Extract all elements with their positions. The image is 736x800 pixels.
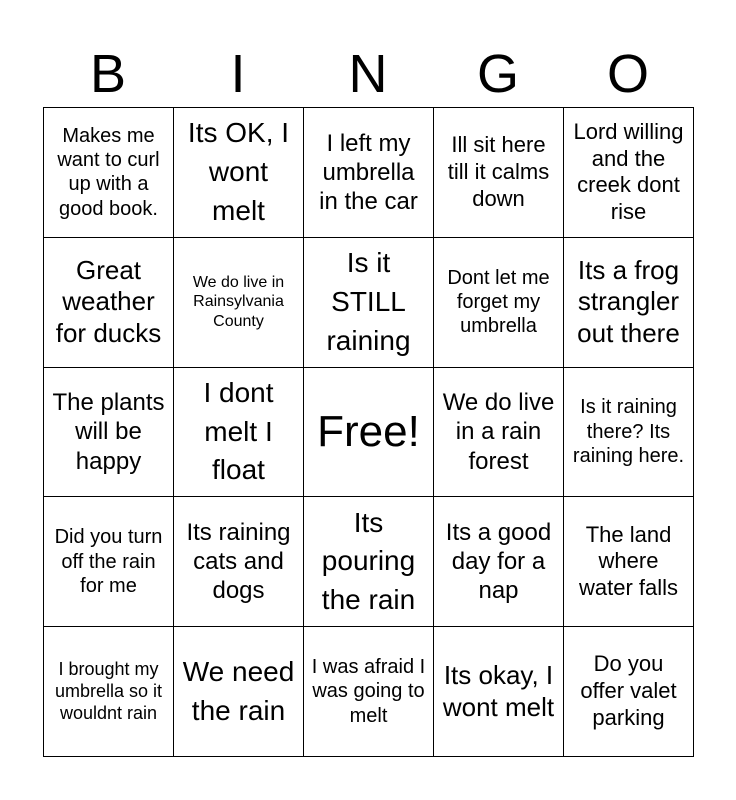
bingo-row bbox=[44, 627, 694, 757]
bingo-cell[interactable]: Its a frog strangler out there bbox=[564, 237, 694, 367]
bingo-cell[interactable]: I dont melt I float bbox=[174, 367, 304, 497]
bingo-free-cell[interactable]: Free! bbox=[304, 367, 434, 497]
bingo-row bbox=[44, 237, 694, 367]
bingo-cell[interactable]: Ill sit here till it calms down bbox=[434, 108, 564, 238]
bingo-cell[interactable]: Its okay, I wont melt bbox=[434, 627, 564, 757]
bingo-row bbox=[44, 497, 694, 627]
bingo-cell[interactable]: I brought my umbrella so it wouldnt rain bbox=[44, 627, 174, 757]
bingo-cell[interactable]: Its pouring the rain bbox=[304, 497, 434, 627]
header-letter-o: O bbox=[606, 44, 649, 104]
bingo-cell[interactable]: Dont let me forget my umbrella bbox=[434, 237, 564, 367]
bingo-cell[interactable]: We do live in a rain forest bbox=[434, 367, 564, 497]
header-letter-i: I bbox=[230, 44, 246, 104]
header-letter-n: N bbox=[348, 44, 388, 104]
header-letter-g: G bbox=[476, 44, 519, 104]
bingo-cell[interactable]: I left my umbrella in the car bbox=[304, 108, 434, 238]
bingo-cell[interactable]: We need the rain bbox=[174, 627, 304, 757]
bingo-cell[interactable]: The land where water falls bbox=[564, 497, 694, 627]
bingo-cell[interactable]: Its a good day for a nap bbox=[434, 497, 564, 627]
bingo-cell[interactable]: Did you turn off the rain for me bbox=[44, 497, 174, 627]
bingo-row bbox=[44, 367, 694, 497]
bingo-header bbox=[43, 40, 693, 108]
bingo-cell[interactable]: I was afraid I was going to melt bbox=[304, 627, 434, 757]
bingo-row bbox=[44, 108, 694, 238]
bingo-cell[interactable]: Do you offer valet parking bbox=[564, 627, 694, 757]
bingo-cell[interactable]: We do live in Rainsylvania County bbox=[174, 237, 304, 367]
bingo-cell[interactable]: Is it raining there? Its raining here. bbox=[564, 367, 694, 497]
bingo-card bbox=[43, 107, 694, 757]
bingo-cell[interactable]: Lord willing and the creek dont rise bbox=[564, 108, 694, 238]
bingo-cell[interactable]: Its OK, I wont melt bbox=[174, 108, 304, 238]
bingo-cell[interactable]: Its raining cats and dogs bbox=[174, 497, 304, 627]
header-letter-b: B bbox=[89, 44, 127, 104]
bingo-cell[interactable]: Makes me want to curl up with a good book. bbox=[44, 108, 174, 238]
bingo-cell[interactable]: The plants will be happy bbox=[44, 367, 174, 497]
bingo-cell[interactable]: Is it STILL raining bbox=[304, 237, 434, 367]
bingo-cell[interactable]: Great weather for ducks bbox=[44, 237, 174, 367]
